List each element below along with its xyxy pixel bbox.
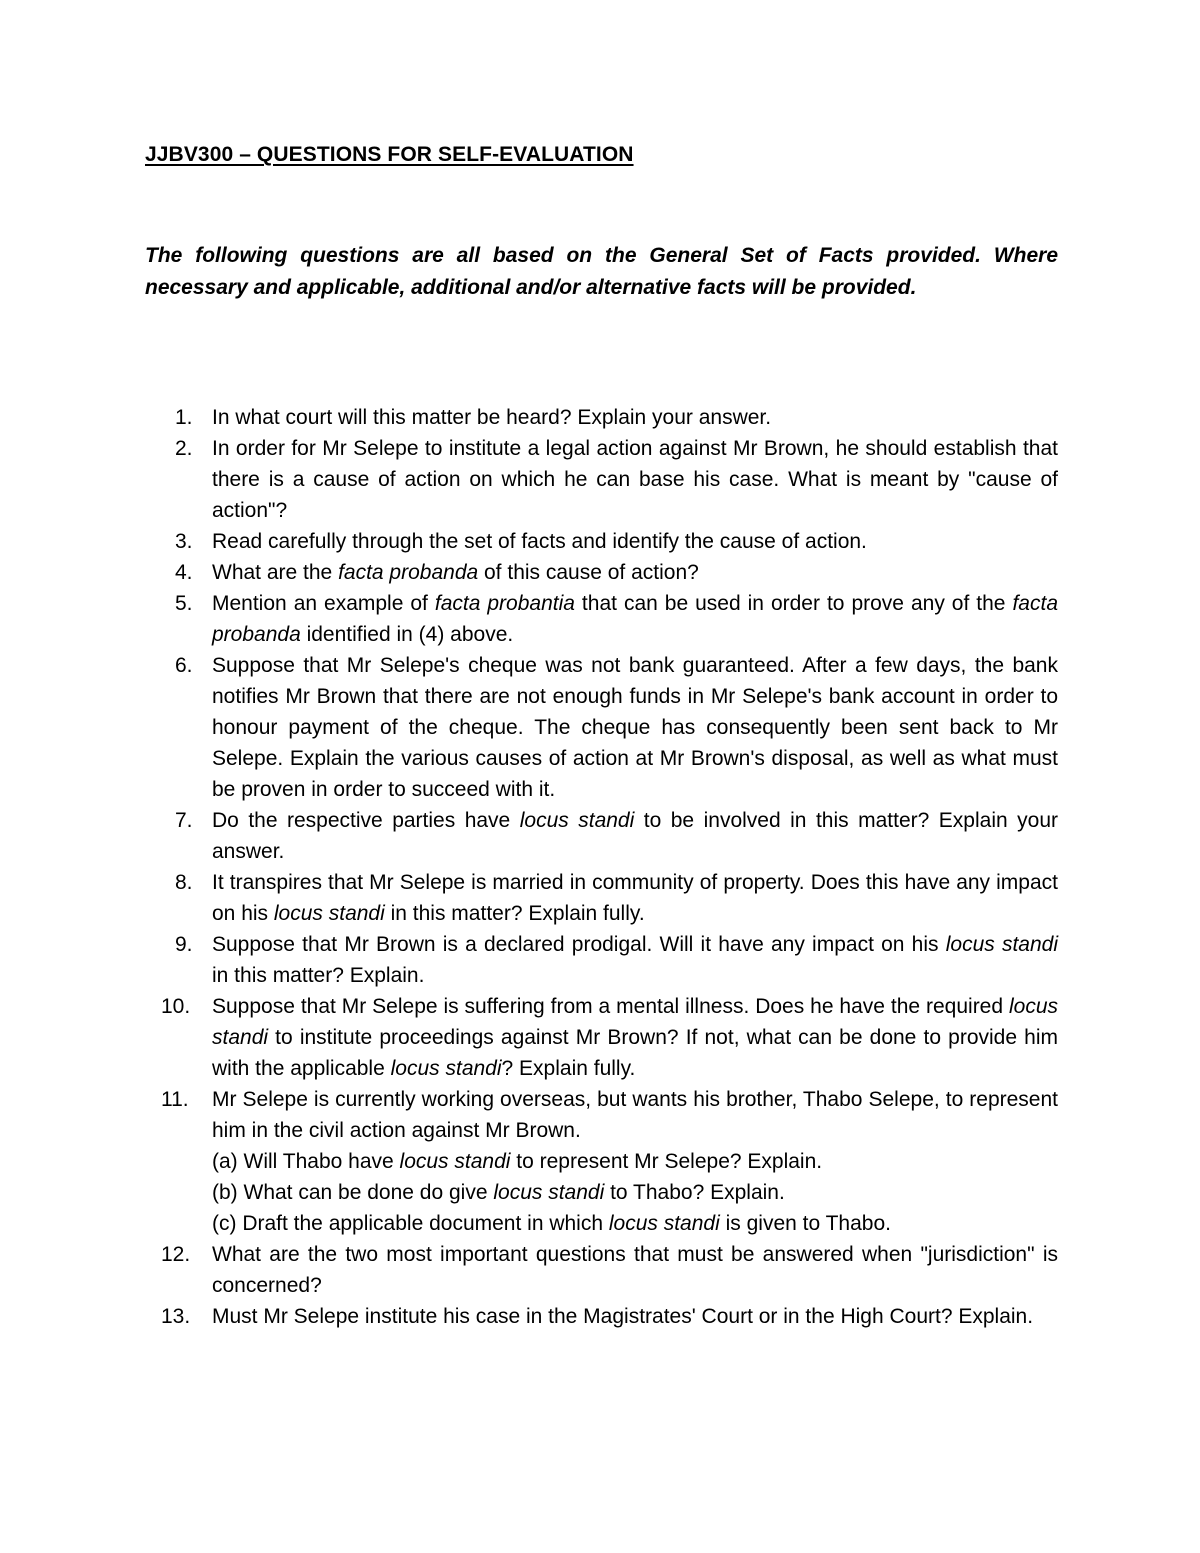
question-text: What are the [212,561,339,584]
question-item [145,929,1058,991]
question-text: to be involved in this matter? Explain your answer. [212,809,1058,863]
question-item [145,1239,1058,1301]
sub-question [212,1177,1058,1208]
question-text: In order for Mr Selepe to institute a legal action against Mr Brown, he should establish that there is a cause of action on which he can base his case. What is meant by "cause of action"? [212,437,1058,522]
question-number: 9. [175,933,193,956]
question-item [145,650,1058,805]
question-item [145,402,1058,433]
sub-question [212,1146,1058,1177]
question-text: Suppose that Mr Selepe's cheque was not bank guaranteed. After a few days, the bank notifies Mr Brown that there are not enough funds in Mr Selepe's bank account in order to honour payment of the cheque. The cheque has consequently been sent back to Mr Selepe. Explain the various causes of action at Mr Brown's disposal, as well as what must be proven in order to succeed with it. [212,654,1058,801]
question-number: 12. [161,1243,191,1266]
question-text: What are the two most important questions that must be answered when "jurisdiction" is concerned? [212,1243,1058,1297]
question-text: in this matter? Explain. [212,964,425,987]
question-item [145,588,1058,650]
question-text: ? Explain fully. [501,1057,636,1080]
question-item [145,1084,1058,1239]
sub-question-text: (b) What can be done do give [212,1181,494,1204]
question-text: Mention an example of [212,592,435,615]
latin-term: locus standi [399,1150,511,1173]
question-text: identified in (4) above. [300,623,514,646]
question-text: It transpires that Mr Selepe is married in community of property. Does this have any impact on his [212,871,1058,925]
question-number: 4. [175,561,193,584]
sub-question-text: (a) Will Thabo have [212,1150,400,1173]
latin-term: facta probanda [212,592,1058,646]
latin-term: facta probanda [338,561,479,584]
latin-term: locus standi [519,809,635,832]
latin-term: locus standi [608,1212,720,1235]
question-item [145,991,1058,1084]
question-text: of this cause of action? [478,561,699,584]
question-text: Suppose that Mr Selepe is suffering from a mental illness. Does he have the required [212,995,1009,1018]
questions-list [145,402,1058,1332]
sub-question-text: (c) Draft the applicable document in which [212,1212,609,1235]
sub-question-text: is given to Thabo. [719,1212,891,1235]
question-text: In what court will this matter be heard? Explain your answer. [212,406,772,429]
question-text: Do the respective parties have [212,809,520,832]
question-number: 11. [161,1088,189,1111]
latin-term: locus standi [493,1181,605,1204]
latin-term: locus standi [212,995,1058,1049]
question-item [145,526,1058,557]
question-text: Read carefully through the set of facts and identify the cause of action. [212,530,867,553]
question-number: 10. [161,995,191,1018]
question-item [145,867,1058,929]
sub-question-text: to represent Mr Selepe? Explain. [510,1150,823,1173]
latin-term: locus standi [273,902,385,925]
question-number: 1. [175,406,193,429]
question-text: Must Mr Selepe institute his case in the Magistrates' Court or in the High Court? Explain. [212,1305,1034,1328]
question-number: 2. [175,437,193,460]
question-number: 6. [175,654,193,677]
latin-term: locus standi [390,1057,502,1080]
latin-term: facta probantia [434,592,575,615]
page-title: JJBV300 – QUESTIONS FOR SELF-EVALUATION [145,143,634,166]
question-item [145,1301,1058,1332]
question-item [145,433,1058,526]
sub-question-text: to Thabo? Explain. [604,1181,785,1204]
question-number: 13. [161,1305,191,1328]
question-number: 7. [175,809,193,832]
question-number: 8. [175,871,193,894]
intro-paragraph: The following questions are all based on the General Set of Facts provided. Where necessary and applicable, additional and/or alternative facts will be provided. [145,244,1058,299]
question-number: 5. [175,592,193,615]
sub-question [212,1208,1058,1239]
question-text: to institute proceedings against Mr Brown? If not, what can be done to provide him with the applicable [212,1026,1058,1080]
latin-term: locus standi [945,933,1058,956]
question-item [145,805,1058,867]
question-item [145,557,1058,588]
question-text: in this matter? Explain fully. [384,902,645,925]
question-text: that can be used in order to prove any of the [574,592,1013,615]
question-text: Suppose that Mr Brown is a declared prodigal. Will it have any impact on his [212,933,946,956]
question-text: Mr Selepe is currently working overseas, but wants his brother, Thabo Selepe, to represent him in the civil action against Mr Brown. [212,1088,1058,1142]
question-number: 3. [175,530,193,553]
